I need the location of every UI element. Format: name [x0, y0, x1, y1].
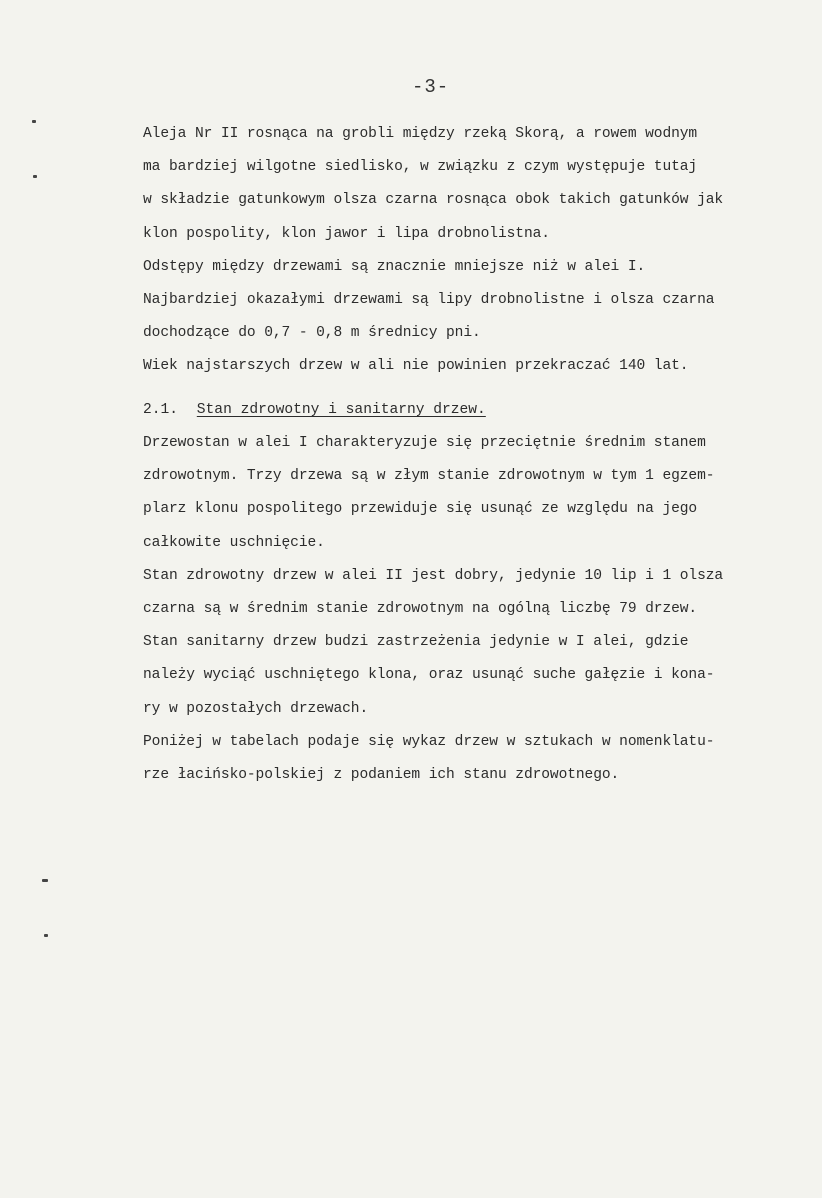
paragraph-aleja-ii	[143, 118, 813, 384]
section-heading	[143, 394, 486, 427]
text-line: Najbardziej okazałymi drzewami są lipy drobnolistne i olsza czarna	[143, 291, 715, 308]
text-line: w składzie gatunkowym olsza czarna rosnąca obok takich gatunków jak	[143, 192, 724, 209]
margin-mark	[33, 175, 37, 178]
text-line: Poniżej w tabelach podaje się wykaz drzew w sztukach w nomenklatu-	[143, 733, 715, 750]
text-line: Odstępy między drzewami są znacznie mniejsze niż w alei I.	[143, 258, 646, 275]
text-line: rze łacińsko-polskiej z podaniem ich stanu zdrowotnego.	[143, 766, 620, 783]
text-line: zdrowotnym. Trzy drzewa są w złym stanie zdrowotnym w tym 1 egzem-	[143, 468, 715, 485]
text-line: Drzewostan w alei I charakteryzuje się przeciętnie średnim stanem	[143, 435, 706, 451]
page-number: -3-	[412, 76, 450, 98]
margin-mark	[32, 120, 36, 123]
section-title: Stan zdrowotny i sanitarny drzew.	[196, 402, 486, 418]
text-line: plarz klonu pospolitego przewiduje się usunąć ze względu na jego	[143, 501, 698, 518]
text-line: ry w pozostałych drzewach.	[143, 700, 369, 717]
text-line: całkowite uschnięcie.	[143, 534, 325, 551]
text-line: czarna są w średnim stanie zdrowotnym na ogólną liczbę 79 drzew.	[143, 600, 698, 617]
section-number: 2.1.	[143, 402, 179, 418]
text-line: Stan sanitarny drzew budzi zastrzeżenia jedynie w I alei, gdzie	[143, 634, 689, 651]
text-line: klon pospolity, klon jawor i lipa drobnolistna.	[143, 225, 550, 242]
margin-mark	[42, 879, 48, 882]
text-line: Aleja Nr II rosnąca na grobli między rzeką Skorą, a rowem wodnym	[143, 126, 698, 142]
text-line: dochodzące do 0,7 - 0,8 m średnicy pni.	[143, 325, 481, 342]
text-line: należy wyciąć uschniętego klona, oraz usunąć suche gałęzie i kona-	[143, 667, 715, 684]
margin-mark	[44, 934, 48, 937]
text-line: Stan zdrowotny drzew w alei II jest dobry, jedynie 10 lip i 1 olsza	[143, 567, 724, 584]
paragraph-health-state	[143, 427, 813, 792]
text-line: Wiek najstarszych drzew w ali nie powinien przekraczać 140 lat.	[143, 358, 689, 375]
text-line: ma bardziej wilgotne siedlisko, w związku z czym występuje tutaj	[143, 159, 698, 176]
